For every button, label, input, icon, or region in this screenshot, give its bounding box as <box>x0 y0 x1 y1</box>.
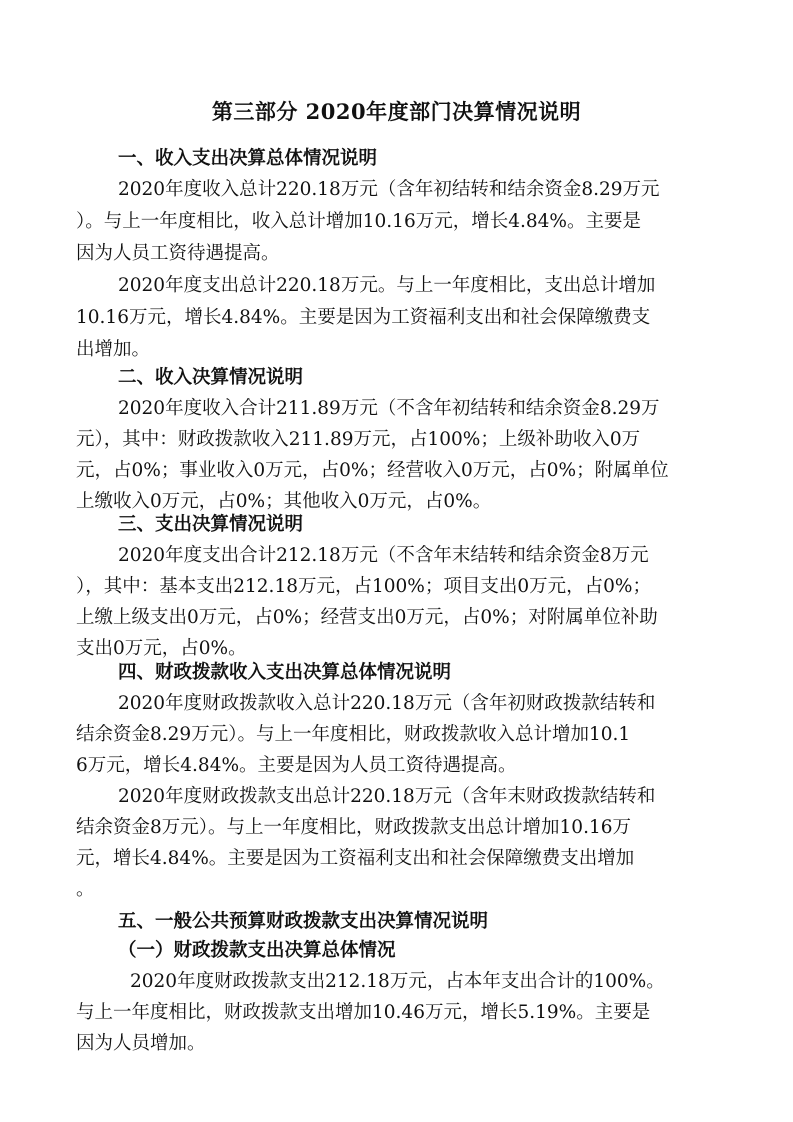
s1-p1-line-3: 因为人员工资待遇提高。 <box>76 243 280 264</box>
s1-p2-line-3: 出增加。 <box>76 339 151 360</box>
s4-p1-line-1: 2020年度财政拨款收入总计220.18万元（含年初财政拨款结转和 <box>118 693 656 714</box>
s5-p1-line-1: 2020年度财政拨款支出212.18万元，占本年支出合计的100%。 <box>130 971 665 992</box>
page-title: 第三部分 2020年度部门决算情况说明 <box>211 99 582 124</box>
section-3-heading: 三、支出决算情况说明 <box>118 514 304 535</box>
s3-p1-line-4: 支出0万元，占0%。 <box>76 638 247 659</box>
s3-p1-line-1: 2020年度支出合计212.18万元（不含年末结转和结余资金8万元 <box>118 545 649 566</box>
s3-p1-line-3: 上缴上级支出0万元，占0%；经营支出0万元，占0%；对附属单位补助 <box>76 607 658 628</box>
s4-p1-line-2: 结余资金8.29万元）。与上一年度相比，财政拨款收入总计增加10.1 <box>76 724 631 745</box>
s2-p1-line-3: 元，占0%；事业收入0万元，占0%；经营收入0万元，占0%；附属单位 <box>76 460 669 481</box>
s2-p1-line-1: 2020年度收入合计211.89万元（不含年初结转和结余资金8.29万 <box>118 398 660 419</box>
s4-p1-line-3: 6万元，增长4.84%。主要是因为人员工资待遇提高。 <box>76 755 517 776</box>
s1-p2-line-2: 10.16万元，增长4.84%。主要是因为工资福利支出和社会保障缴费支 <box>76 307 651 328</box>
s4-p2-line-3: 元，增长4.84%。主要是因为工资福利支出和社会保障缴费支出增加 <box>76 848 635 869</box>
s4-p2-line-2: 结余资金8万元）。与上一年度相比，财政拨款支出总计增加10.16万 <box>76 817 631 838</box>
s2-p1-line-2: 元），其中：财政拨款收入211.89万元，占100%；上级补助收入0万 <box>76 429 641 450</box>
section-4-heading: 四、财政拨款收入支出决算总体情况说明 <box>118 662 452 683</box>
s1-p1-line-1: 2020年度收入总计220.18万元（含年初结转和结余资金8.29万元 <box>118 179 660 200</box>
s2-p1-line-4: 上缴收入0万元，占0%；其他收入0万元，占0%。 <box>76 491 492 512</box>
s5-p1-line-3: 因为人员增加。 <box>76 1033 206 1054</box>
s1-p1-line-2: ）。与上一年度相比，收入总计增加10.16万元，增长4.84%。主要是 <box>76 211 641 232</box>
s3-p1-line-2: ），其中：基本支出212.18万元，占100%；项目支出0万元，占0%； <box>76 576 651 597</box>
s4-p2-line-1: 2020年度财政拨款支出总计220.18万元（含年末财政拨款结转和 <box>118 786 656 807</box>
s1-p2-line-1: 2020年度支出总计220.18万元。与上一年度相比，支出总计增加 <box>118 275 656 296</box>
section-5-subheading: （一）财政拨款支出决算总体情况 <box>118 940 396 961</box>
s4-p2-line-4: 。 <box>76 879 95 900</box>
s5-p1-line-2: 与上一年度相比，财政拨款支出增加10.46万元，增长5.19%。主要是 <box>76 1002 651 1023</box>
section-2-heading: 二、收入决算情况说明 <box>118 367 304 388</box>
section-5-heading: 五、一般公共预算财政拨款支出决算情况说明 <box>118 911 489 932</box>
section-1-heading: 一、收入支出决算总体情况说明 <box>118 148 378 169</box>
